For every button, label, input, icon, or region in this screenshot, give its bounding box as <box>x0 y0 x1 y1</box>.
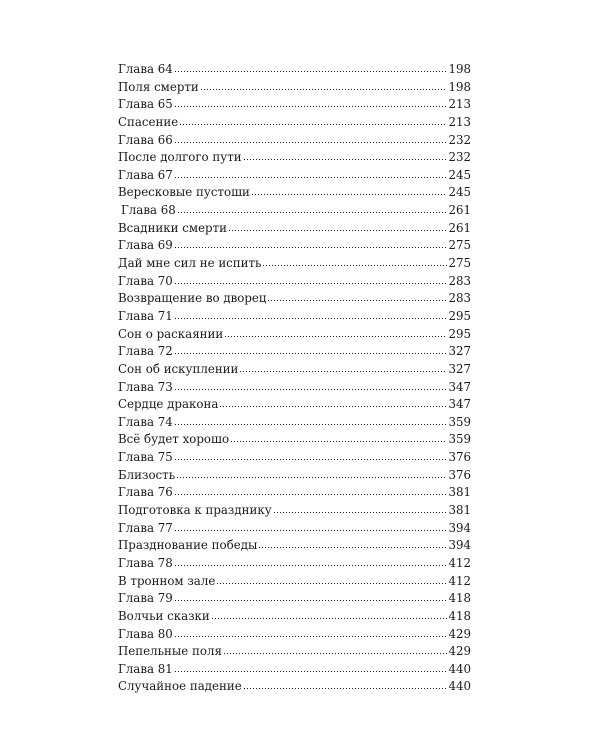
toc-entry-title: Глава 78 <box>118 555 173 570</box>
dot-leader <box>174 246 448 249</box>
toc-entry <box>118 167 471 185</box>
dot-leader <box>239 370 447 373</box>
dot-leader <box>174 105 448 108</box>
toc-entry-title: Глава 75 <box>118 450 173 465</box>
dot-leader <box>174 388 448 391</box>
toc-entry-title: Возвращение во дворец <box>118 291 267 306</box>
dot-leader <box>251 193 448 196</box>
toc-entry-page: 412 <box>448 573 471 588</box>
toc-entry-page: 418 <box>448 608 471 623</box>
toc-entry-title: Подготовка к празднику <box>118 503 272 518</box>
dot-leader <box>174 282 448 285</box>
toc-entry-title: Глава 81 <box>118 661 173 676</box>
toc-entry <box>118 255 471 273</box>
toc-entry-page: 261 <box>448 203 471 218</box>
dot-leader <box>177 211 448 214</box>
toc-entry-title: После долгого пути <box>118 150 242 165</box>
toc-entry-title: Глава 73 <box>118 379 173 394</box>
toc-entry <box>118 643 471 661</box>
toc-entry-title: Глава 74 <box>118 414 173 429</box>
dot-leader <box>200 88 448 91</box>
dot-leader <box>267 299 447 302</box>
toc-entry-title: Всадники смерти <box>118 220 227 235</box>
toc-entry-title: Дай мне сил не испить <box>118 256 262 271</box>
toc-entry-title: Поля смерти <box>118 79 199 94</box>
dot-leader <box>174 599 448 602</box>
toc-entry-page: 381 <box>448 485 471 500</box>
toc-entry-title: Глава 80 <box>118 626 173 641</box>
toc-entry-page: 213 <box>448 97 471 112</box>
toc-entry-title: Глава 76 <box>118 485 173 500</box>
toc-entry-title: Глава 67 <box>118 167 173 182</box>
toc-entry-title: Случайное падение <box>118 679 242 694</box>
dot-leader <box>174 458 448 461</box>
toc-entry-title: Пепельные поля <box>118 644 222 659</box>
toc-entry-page: 295 <box>448 326 471 341</box>
toc-entry-title: Близость <box>118 467 176 482</box>
dot-leader <box>179 123 447 126</box>
dot-leader <box>230 440 447 443</box>
dot-leader <box>176 476 447 479</box>
toc-entry-page: 394 <box>448 520 471 535</box>
toc-entry-page: 394 <box>448 538 471 553</box>
toc-entry <box>118 555 471 573</box>
toc-entry-title: Сон о раскаянии <box>118 326 224 341</box>
toc-entry-title: Глава 77 <box>118 520 173 535</box>
toc-entry <box>118 361 471 379</box>
toc-entry <box>118 343 471 361</box>
toc-entry-title: Глава 65 <box>118 97 173 112</box>
toc-entry <box>118 326 471 344</box>
toc-entry-page: 327 <box>448 361 471 376</box>
toc-entry-page: 295 <box>448 308 471 323</box>
toc-entry <box>118 502 471 520</box>
toc-entry <box>118 573 471 591</box>
toc-entry <box>118 379 471 397</box>
toc-entry <box>118 484 471 502</box>
toc-entry-title: Сердце дракона <box>118 397 219 412</box>
toc-entry <box>118 290 471 308</box>
toc-entry-title: Глава 79 <box>118 591 173 606</box>
toc-entry-title: Всё будет хорошо <box>118 432 230 447</box>
toc-entry <box>118 396 471 414</box>
dot-leader <box>243 687 448 690</box>
toc-entry-page: 429 <box>448 644 471 659</box>
toc-entry-page: 245 <box>448 167 471 182</box>
dot-leader <box>219 405 447 408</box>
toc-entry <box>118 626 471 644</box>
toc-entry <box>118 608 471 626</box>
toc-entry-page: 327 <box>448 344 471 359</box>
toc-entry-title: Волчьи сказки <box>118 608 210 623</box>
toc-entry-page: 198 <box>448 62 471 76</box>
toc-entry-page: 347 <box>448 397 471 412</box>
toc-entry-title: Глава 72 <box>118 344 173 359</box>
toc-entry <box>118 96 471 114</box>
toc-entry <box>118 202 471 220</box>
toc-entry-page: 347 <box>448 379 471 394</box>
dot-leader <box>174 529 448 532</box>
toc-entry-title: В тронном зале <box>118 573 216 588</box>
dot-leader <box>174 141 448 144</box>
toc-entry <box>118 431 471 449</box>
dot-leader <box>262 264 447 267</box>
toc-entry <box>118 467 471 485</box>
toc-entry-title: Глава 71 <box>118 308 173 323</box>
toc-entry-page: 213 <box>448 114 471 129</box>
toc-entry <box>118 237 471 255</box>
dot-leader <box>174 70 448 73</box>
toc-entry-page: 359 <box>448 414 471 429</box>
toc-entry-title: Вересковые пустоши <box>118 185 250 200</box>
toc-entry-title: Глава 64 <box>118 62 173 76</box>
toc-entry-title: Глава 69 <box>118 238 173 253</box>
toc-entry-page: 412 <box>448 555 471 570</box>
toc-entry <box>118 184 471 202</box>
toc-entry <box>118 537 471 555</box>
toc-entry-page: 198 <box>448 79 471 94</box>
toc-entry-page: 232 <box>448 132 471 147</box>
toc-entry-page: 283 <box>448 291 471 306</box>
dot-leader <box>174 317 448 320</box>
dot-leader <box>174 352 448 355</box>
toc-entry <box>118 414 471 432</box>
toc-entry <box>118 61 471 79</box>
toc-entry-page: 376 <box>448 450 471 465</box>
toc-entry <box>118 220 471 238</box>
dot-leader <box>174 493 448 496</box>
toc-entry-title: Сон об искуплении <box>118 361 239 376</box>
toc-entry-page: 261 <box>448 220 471 235</box>
dot-leader <box>223 652 448 655</box>
toc-entry-page: 359 <box>448 432 471 447</box>
toc-entry <box>118 273 471 291</box>
dot-leader <box>174 670 448 673</box>
toc-entry-page: 418 <box>448 591 471 606</box>
toc-entry-page: 283 <box>448 273 471 288</box>
dot-leader <box>243 158 448 161</box>
toc-entry-page: 440 <box>448 679 471 694</box>
toc-entry <box>118 149 471 167</box>
toc-entry <box>118 79 471 97</box>
table-of-contents <box>118 61 471 696</box>
toc-entry-page: 245 <box>448 185 471 200</box>
toc-entry-page: 275 <box>448 238 471 253</box>
dot-leader <box>273 511 448 514</box>
toc-entry <box>118 661 471 679</box>
toc-entry-title: Глава 66 <box>118 132 173 147</box>
toc-entry <box>118 132 471 150</box>
toc-entry-page: 429 <box>448 626 471 641</box>
dot-leader <box>211 617 448 620</box>
toc-entry <box>118 520 471 538</box>
toc-entry <box>118 449 471 467</box>
toc-entry <box>118 590 471 608</box>
dot-leader <box>216 582 447 585</box>
dot-leader <box>174 564 448 567</box>
toc-entry-page: 376 <box>448 467 471 482</box>
toc-entry-page: 440 <box>448 661 471 676</box>
toc-entry <box>118 114 471 132</box>
toc-entry-page: 275 <box>448 256 471 271</box>
toc-entry-page: 232 <box>448 150 471 165</box>
dot-leader <box>258 546 447 549</box>
toc-entry-title: Спасение <box>118 114 179 129</box>
toc-entry-title: Празднование победы <box>118 538 258 553</box>
toc-entry-page: 381 <box>448 503 471 518</box>
toc-entry <box>118 308 471 326</box>
toc-entry-title: Глава 68 <box>121 203 176 218</box>
dot-leader <box>228 229 447 232</box>
dot-leader <box>174 176 448 179</box>
dot-leader <box>174 423 448 426</box>
toc-entry <box>118 678 471 696</box>
dot-leader <box>174 635 448 638</box>
dot-leader <box>224 335 447 338</box>
toc-entry-title: Глава 70 <box>118 273 173 288</box>
